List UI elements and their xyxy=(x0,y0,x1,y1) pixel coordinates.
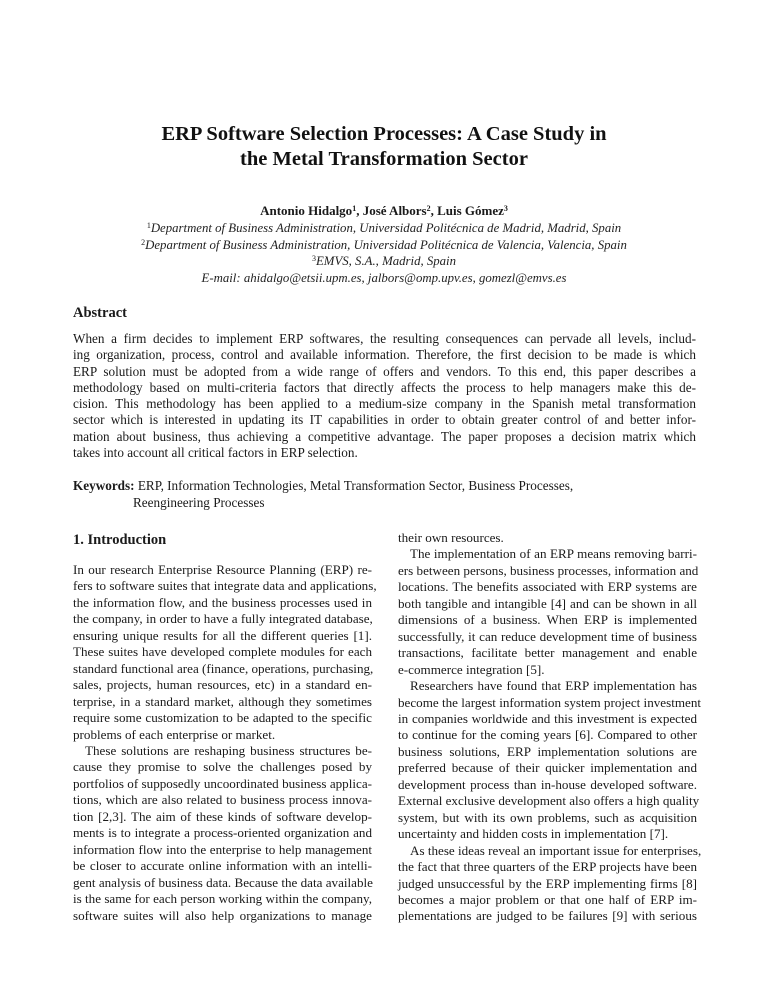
body-line: fers to software suites that integrate data and applications, xyxy=(73,578,377,594)
affiliation-text: Department of Business Administration, Universidad Politécnica de Madrid, Madrid, Spain xyxy=(150,221,622,235)
body-line: becomes a major problem or that one half of ERP im- xyxy=(398,891,697,907)
affiliation-text: EMVS, S.A., Madrid, Spain xyxy=(315,254,457,269)
author-sup: 1 xyxy=(352,204,357,213)
keywords xyxy=(73,478,696,511)
right-column xyxy=(398,530,702,925)
body-line: dimensions of a business. When ERP is implemented xyxy=(398,612,697,628)
author-name: Antonio Hidalgo xyxy=(260,203,353,218)
author-sup: 2 xyxy=(426,204,431,213)
body-line: portfolios of supposedly uncoordinated business applica- xyxy=(73,775,372,791)
body-line: ers between persons, business processes, information and xyxy=(398,562,699,578)
title-line-1: ERP Software Selection Processes: A Case Study in xyxy=(161,123,607,145)
body-line: As these ideas reveal an important issue for enterprises, xyxy=(410,842,702,858)
body-line: gent analysis of business data. Because the data available xyxy=(73,874,373,890)
body-line: both tangible and intangible [4] and can be shown in all xyxy=(398,595,697,611)
abstract-line: takes into account all critical factors in ERP selection. xyxy=(73,445,358,461)
abstract-line: sector which is interested in updating its IT capabilities in order to obtain greater control of and better infor- xyxy=(73,412,696,428)
body-line: terprise, in a standard market, although they sometimes xyxy=(73,693,372,709)
abstract-line: methodology based on multi-criteria factors that directly affects the process to help managers make this de- xyxy=(73,379,696,395)
abstract-line: When a firm decides to implement ERP softwares, the resulting consequences can pervade all levels, includ- xyxy=(73,331,696,346)
keywords-line-2: Reengineering Processes xyxy=(133,494,265,510)
affiliation-2 xyxy=(0,237,768,254)
body-line: standard functional area (finance, operations, purchasing, xyxy=(73,660,374,676)
introduction-heading: 1. Introduction xyxy=(73,532,167,548)
abstract-line: cision. This methodology has been applied to a medium-size company in the Spanish metal transformation xyxy=(73,396,696,412)
abstract-heading: Abstract xyxy=(73,305,127,321)
affiliation-sup: 1 xyxy=(146,221,151,230)
affiliation-sup: 2 xyxy=(141,237,146,247)
body-line: plementations are judged to be failures [9] with serious xyxy=(398,908,697,924)
keywords-line-1: ERP, Information Technologies, Metal Transformation Sector, Business Processes, xyxy=(134,478,574,493)
body-line: These suites have developed complete modules for each xyxy=(73,644,372,660)
affiliations xyxy=(0,220,768,286)
body-line: become the largest information system project investment xyxy=(398,694,702,710)
body-line: The implementation of an ERP means removing barri- xyxy=(410,546,697,562)
keywords-label: Keywords: xyxy=(73,478,135,493)
abstract-line: ing organization, process, control and available information. Therefore, the first decision to be made is which xyxy=(73,347,696,363)
body-line: require some customization to be adapted to the specific xyxy=(73,710,372,726)
left-column xyxy=(73,562,377,924)
body-line: the fact that three quarters of the ERP projects have been xyxy=(398,859,697,875)
abstract-line: mation about business, thus achieving a competitive advantage. The paper proposes a decision matrix which xyxy=(73,428,696,444)
body-line: locations. The benefits associated with ERP systems are xyxy=(398,579,697,595)
body-line: preferred because of their quicker implementation and xyxy=(398,760,697,776)
body-line: development process than in-house developed software. xyxy=(398,776,697,792)
body-line: is the same for each person working within the company, xyxy=(73,891,372,907)
body-line: software suites will also help organizations to manage xyxy=(73,907,372,923)
body-line: problems of each enterprise or market. xyxy=(73,726,276,742)
body-line: system, but with its own problems, such as acquisition xyxy=(398,809,697,825)
body-line: in companies worldwide and this investment is expected xyxy=(398,710,697,726)
body-line: be closer to accurate online information with an intelli- xyxy=(73,858,372,874)
affiliation-3 xyxy=(0,253,768,270)
body-line: the company, in order to have a fully integrated database, xyxy=(73,611,373,627)
body-line: Researchers have found that ERP implementation has xyxy=(410,678,697,694)
affiliation-sup: 3 xyxy=(311,254,316,264)
author-list: Antonio Hidalgo$^1$, José Albors$^2$, Luis Gómez$^3$ xyxy=(260,203,508,218)
body-line: information flow into the enterprise to help management xyxy=(73,841,372,857)
body-line: tion [2,3]. The aim of these kinds of software develop- xyxy=(73,808,372,824)
body-line: cause they promise to solve the challenges posed by xyxy=(73,759,372,775)
author-name: José Albors xyxy=(362,203,427,218)
author-sup: 3 xyxy=(503,204,508,213)
body-line: ensuring unique results for all the different queries [1]. xyxy=(73,627,372,643)
body-line: External exclusive development also offers a high quality xyxy=(398,793,700,809)
body-line: to continue for the coming years [6]. Compared to other xyxy=(398,727,697,743)
abstract-line: ERP solution must be adopted from a wide range of offers and vendors. To this end, this paper describes a xyxy=(73,363,696,379)
body-line: successfully, it can reduce development time of business xyxy=(398,628,697,644)
author-name: Luis Gómez xyxy=(437,203,504,218)
body-line: These solutions are reshaping business structures be- xyxy=(85,742,372,758)
affiliation-1 xyxy=(0,220,768,237)
body-line: In our research Enterprise Resource Planning (ERP) re- xyxy=(73,562,372,577)
title-line-2: the Metal Transformation Sector xyxy=(240,148,528,170)
affiliation-text: Department of Business Administration, Universidad Politécnica de Valencia, Valencia, Spain xyxy=(145,237,627,252)
paper-title xyxy=(0,122,768,172)
body-line: uncertainty and hidden costs in implementation [7]. xyxy=(398,826,669,842)
body-line: ments is to integrate a process-oriented organization and xyxy=(73,825,372,841)
body-line: judged unsuccessful by the ERP implementing firms [8] xyxy=(398,875,697,891)
body-line: tions, which are also related to business process innova- xyxy=(73,792,372,808)
abstract-body xyxy=(73,331,696,461)
body-line: the information flow, and the business processes used in xyxy=(73,594,372,610)
body-line: transactions, facilitate better management and enable xyxy=(398,645,697,661)
body-line: e-commerce integration [5]. xyxy=(398,661,545,677)
email-line: E-mail: ahidalgo@etsii.upm.es, jalbors@omp.upv.es, gomezl@emvs.es xyxy=(201,270,567,285)
body-line: business solutions, ERP implementation solutions are xyxy=(398,743,697,759)
body-line: their own resources. xyxy=(398,530,504,545)
body-line: sales, projects, human resources, etc) in a standard en- xyxy=(73,677,372,693)
